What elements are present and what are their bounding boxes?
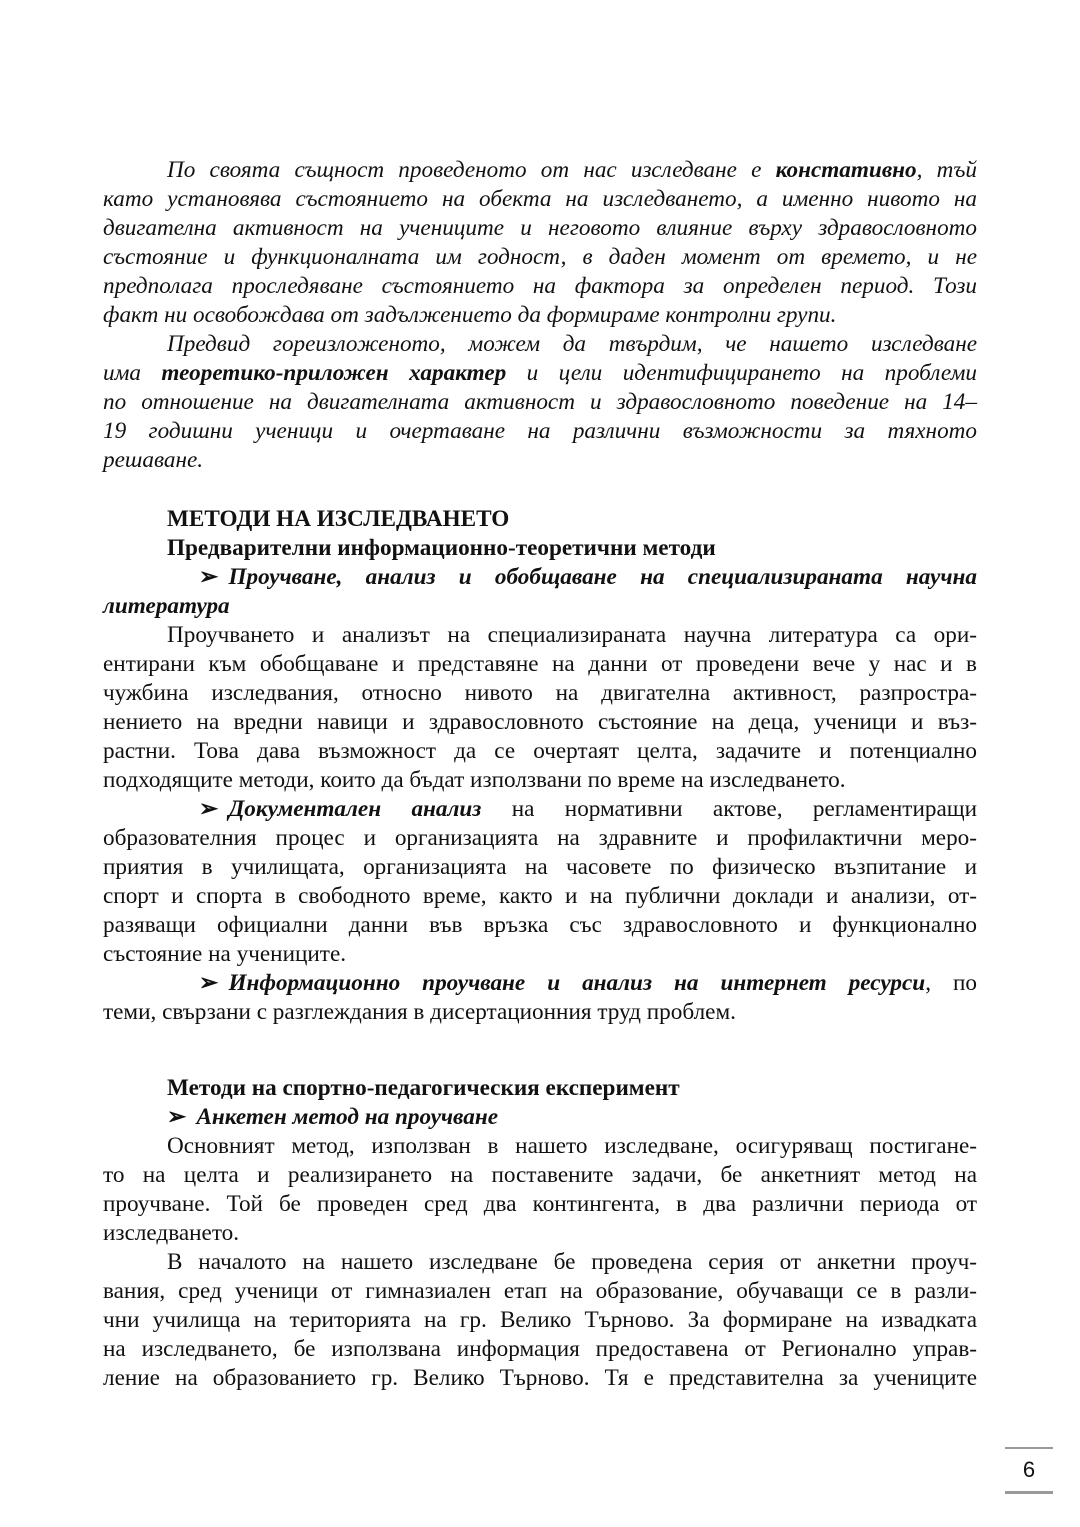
- text-line: решаване.: [103, 447, 204, 473]
- text-line: [103, 156, 977, 185]
- section-methods: [103, 505, 977, 1027]
- bullet-item: [103, 1103, 977, 1132]
- text-line: чужбина изследвания, относно нивото на двигателна активност, разпростра-: [103, 680, 977, 706]
- bullet-text: Анкетен метод на проучване: [196, 1104, 499, 1130]
- page-number-box: [1005, 1447, 1053, 1493]
- text-line: В началото на нашето изследване бе проведена серия от анкетни проуч-: [167, 1249, 977, 1275]
- bullet-item: [103, 969, 977, 998]
- text-line: факт ни освобождава от задължението да формираме контролни групи.: [103, 302, 837, 328]
- intro-paragraph-1: [103, 156, 977, 330]
- text-line: нението на вредни навици и здравословното състояние на деца, ученици и въз-: [103, 709, 977, 735]
- text-line: [103, 359, 977, 388]
- text-line: Предвид гореизложеното, можем да твърдим, че нашето изследване: [167, 331, 977, 357]
- text-line: теми, свързани с разглеждания в дисертационния труд проблем.: [103, 999, 736, 1025]
- text-line: състояние и функционалната им годност, в даден момент от времето, и не: [103, 244, 977, 270]
- divider: [1005, 1447, 1053, 1449]
- section-subheading: Предварителни информационно-теоретични методи: [167, 535, 716, 561]
- page-number: 6: [1022, 1457, 1036, 1482]
- section-experiment: [103, 1074, 977, 1393]
- section-subheading: Методи на спортно-педагогическия експеримент: [167, 1075, 680, 1101]
- intro-paragraph-2: [103, 330, 977, 475]
- emphasis-text: Информационно проучване и анализ на интернет ресурси: [228, 970, 926, 996]
- text-line: двигателна активност на учениците и неговото влияние върху здравословното: [103, 215, 977, 241]
- text-line: образователния процес и организацията на здравните и профилактични меро-: [103, 825, 977, 851]
- arrow-bullet-icon: ➢: [167, 1104, 187, 1130]
- text-line: 19 годишни ученици и очертаване на различни възможности за тяхното: [103, 418, 977, 444]
- bullet-item: [103, 563, 977, 592]
- text-line: ление на образованието гр. Велико Търново. Тя е представителна за учениците: [103, 1365, 977, 1391]
- divider: [1005, 1491, 1053, 1494]
- text-line: спорт и спорта в свободното време, както и на публични доклади и анализи, от-: [103, 883, 977, 909]
- emphasis-text: Документален анализ: [228, 796, 482, 822]
- text-line: на изследването, бе използвана информация предоставена от Регионално управ-: [103, 1336, 977, 1362]
- text-line: изследването.: [103, 1220, 240, 1246]
- text-line: проучване. Той бе проведен сред два контингента, в два различни периода от: [103, 1191, 977, 1217]
- bullet-text: литература: [103, 593, 230, 619]
- bullet-item: [103, 795, 977, 824]
- text-line: приятия в училищата, организацията на часовете по физическо възпитание и: [103, 854, 977, 880]
- text-run: , тъй: [916, 157, 977, 183]
- text-line: чни училища на територията на гр. Велико Търново. За формиране на извадката: [103, 1307, 977, 1333]
- emphasis-text: теоретико-приложен характер: [161, 360, 507, 386]
- text-line: вания, сред ученици от гимназиален етап на образование, обучаващи се в разли-: [103, 1278, 977, 1304]
- text-line: Проучването и анализът на специализираната научна литература са ори-: [167, 622, 977, 648]
- section-heading: МЕТОДИ НА ИЗСЛЕДВАНЕТО: [167, 506, 510, 532]
- text-run: има: [103, 360, 162, 386]
- text-line: растни. Това дава възможност да се очертаят целта, задачите и потенциално: [103, 738, 977, 764]
- emphasis-text: констативно: [775, 157, 917, 183]
- text-line: то на целта и реализирането на поставените задачи, бе анкетният метод на: [103, 1162, 977, 1188]
- text-run: на нормативни актове, регламентиращи: [481, 796, 978, 822]
- text-line: ентирани към обобщаване и представяне на данни от проведени вече у нас и в: [103, 651, 977, 677]
- text-line: предполага проследяване състоянието на фактора за определен период. Този: [103, 273, 977, 299]
- text-line: като установява състоянието на обекта на изследването, а именно нивото на: [103, 186, 977, 212]
- text-line: по отношение на двигателната активност и здравословното поведение на 14–: [103, 389, 977, 415]
- text-line: състояние на учениците.: [103, 941, 347, 967]
- arrow-bullet-icon: ➢: [199, 564, 219, 590]
- arrow-bullet-icon: ➢: [199, 796, 219, 822]
- text-line: подходящите методи, които да бъдат използвани по време на изследването.: [103, 767, 846, 793]
- text-run: и цели идентифицирането на проблеми: [506, 360, 977, 386]
- text-run: , по: [925, 970, 977, 996]
- text-line: разяващи официални данни във връзка със здравословното и функционално: [103, 912, 977, 938]
- arrow-bullet-icon: ➢: [199, 970, 219, 996]
- text-run: По своята същност проведеното от нас изследване е: [167, 157, 776, 183]
- text-line: Основният метод, използван в нашето изследване, осигуряващ постигане-: [167, 1133, 977, 1159]
- bullet-text: Проучване, анализ и обобщаване на специализираната научна: [228, 564, 977, 590]
